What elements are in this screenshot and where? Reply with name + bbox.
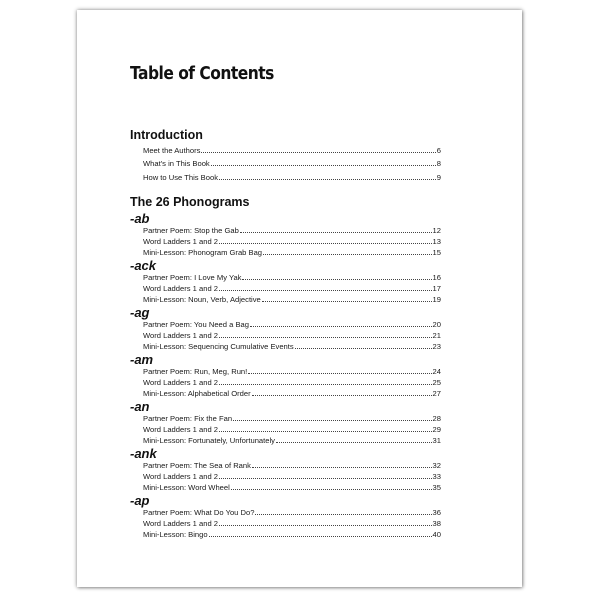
toc-entry-label: Partner Poem: The Sea of Rank (143, 461, 251, 470)
phonogram-heading-an: -an (130, 399, 150, 414)
toc-entry-label: How to Use This Book (143, 173, 218, 182)
toc-entry-label: Word Ladders 1 and 2 (143, 237, 219, 246)
dot-leader (219, 478, 432, 479)
toc-entry-label: Word Ladders 1 and 2 (143, 425, 219, 434)
toc-entry-page: 23 (432, 342, 441, 351)
phonogram-heading-ack: -ack (130, 258, 157, 273)
toc-entry[interactable] (143, 292, 441, 304)
toc-entry-label: Mini-Lesson: Phonogram Grab Bag (143, 248, 263, 257)
toc-entry-page: 36 (432, 508, 441, 517)
toc-entry-page: 9 (436, 173, 441, 182)
toc-entry-page: 8 (436, 159, 441, 168)
dot-leader (242, 279, 431, 280)
dot-leader (219, 384, 432, 385)
dot-leader (219, 525, 432, 526)
toc-entry-label: Mini-Lesson: Bingo (143, 530, 208, 539)
phonogram-heading-ap: -ap (130, 493, 150, 508)
toc-entry-page: 16 (432, 273, 441, 282)
toc-entry[interactable] (143, 170, 441, 182)
phonogram-heading-ank: -ank (130, 446, 157, 461)
phonogram-heading-ab: -ab (130, 211, 150, 226)
dot-leader (252, 467, 432, 468)
toc-entry-label: Mini-Lesson: Sequencing Cumulative Events (143, 342, 294, 351)
toc-entry-page: 40 (432, 530, 441, 539)
dot-leader (250, 326, 432, 327)
toc-entry-label: Mini-Lesson: Alphabetical Order (143, 389, 251, 398)
toc-entry-page: 17 (432, 284, 441, 293)
toc-entry-page: 21 (432, 331, 441, 340)
toc-entry-page: 38 (432, 519, 441, 528)
toc-entry-page: 24 (432, 367, 441, 376)
toc-entry-page: 31 (432, 436, 441, 445)
dot-leader (240, 232, 432, 233)
toc-entry-label: Partner Poem: You Need a Bag (143, 320, 249, 329)
dot-leader (231, 489, 432, 490)
toc-entry-label: Partner Poem: What Do You Do? (143, 508, 255, 517)
toc-entry-page: 6 (436, 146, 441, 155)
dot-leader (211, 165, 436, 166)
section-heading-phonograms: The 26 Phonograms (130, 195, 250, 209)
dot-leader (252, 395, 432, 396)
toc-entry[interactable] (143, 245, 441, 257)
toc-entry-label: Word Ladders 1 and 2 (143, 519, 219, 528)
toc-entry[interactable] (143, 480, 441, 492)
toc-entry[interactable] (143, 433, 441, 445)
page-title: Table of Contents (130, 63, 274, 84)
dot-leader (209, 536, 432, 537)
phonogram-heading-am: -am (130, 352, 154, 367)
dot-leader (295, 348, 432, 349)
dot-leader (255, 514, 431, 515)
phonogram-heading-ag: -ag (130, 305, 150, 320)
dot-leader (219, 290, 432, 291)
toc-entry-label: Mini-Lesson: Noun, Verb, Adjective (143, 295, 261, 304)
section-heading-introduction: Introduction (130, 128, 203, 142)
toc-entry-label: Word Ladders 1 and 2 (143, 378, 219, 387)
dot-leader (248, 373, 431, 374)
toc-entry-page: 27 (432, 389, 441, 398)
toc-entry-page: 28 (432, 414, 441, 423)
toc-entry-page: 32 (432, 461, 441, 470)
toc-entry-page: 33 (432, 472, 441, 481)
toc-entry-label: Partner Poem: I Love My Yak (143, 273, 242, 282)
toc-entry-label: Partner Poem: Fix the Fan (143, 414, 233, 423)
dot-leader (276, 442, 432, 443)
toc-entry[interactable] (143, 156, 441, 168)
toc-entry[interactable] (143, 386, 441, 398)
dot-leader (219, 337, 432, 338)
toc-entry-page: 13 (432, 237, 441, 246)
toc-entry-label: Word Ladders 1 and 2 (143, 284, 219, 293)
toc-entry-label: Word Ladders 1 and 2 (143, 331, 219, 340)
toc-entry-page: 29 (432, 425, 441, 434)
toc-entry-page: 35 (432, 483, 441, 492)
toc-entry[interactable] (143, 339, 441, 351)
toc-entry-label: What's in This Book (143, 159, 210, 168)
toc-entry-page: 15 (432, 248, 441, 257)
toc-entry[interactable] (143, 143, 441, 155)
toc-entry-label: Partner Poem: Stop the Gab (143, 226, 239, 235)
dot-leader (263, 254, 432, 255)
dot-leader (233, 420, 431, 421)
toc-entry-label: Meet the Authors (143, 146, 201, 155)
toc-entry-label: Partner Poem: Run, Meg, Run! (143, 367, 248, 376)
toc-entry-page: 20 (432, 320, 441, 329)
toc-entry-label: Mini-Lesson: Word Wheel (143, 483, 230, 492)
toc-entry[interactable] (143, 527, 441, 539)
dot-leader (219, 179, 436, 180)
toc-entry-page: 25 (432, 378, 441, 387)
toc-entry-label: Word Ladders 1 and 2 (143, 472, 219, 481)
toc-entry-page: 12 (432, 226, 441, 235)
toc-entry-label: Mini-Lesson: Fortunately, Unfortunately (143, 436, 275, 445)
dot-leader (262, 301, 432, 302)
toc-entry-page: 19 (432, 295, 441, 304)
dot-leader (219, 243, 432, 244)
dot-leader (201, 152, 435, 153)
dot-leader (219, 431, 432, 432)
